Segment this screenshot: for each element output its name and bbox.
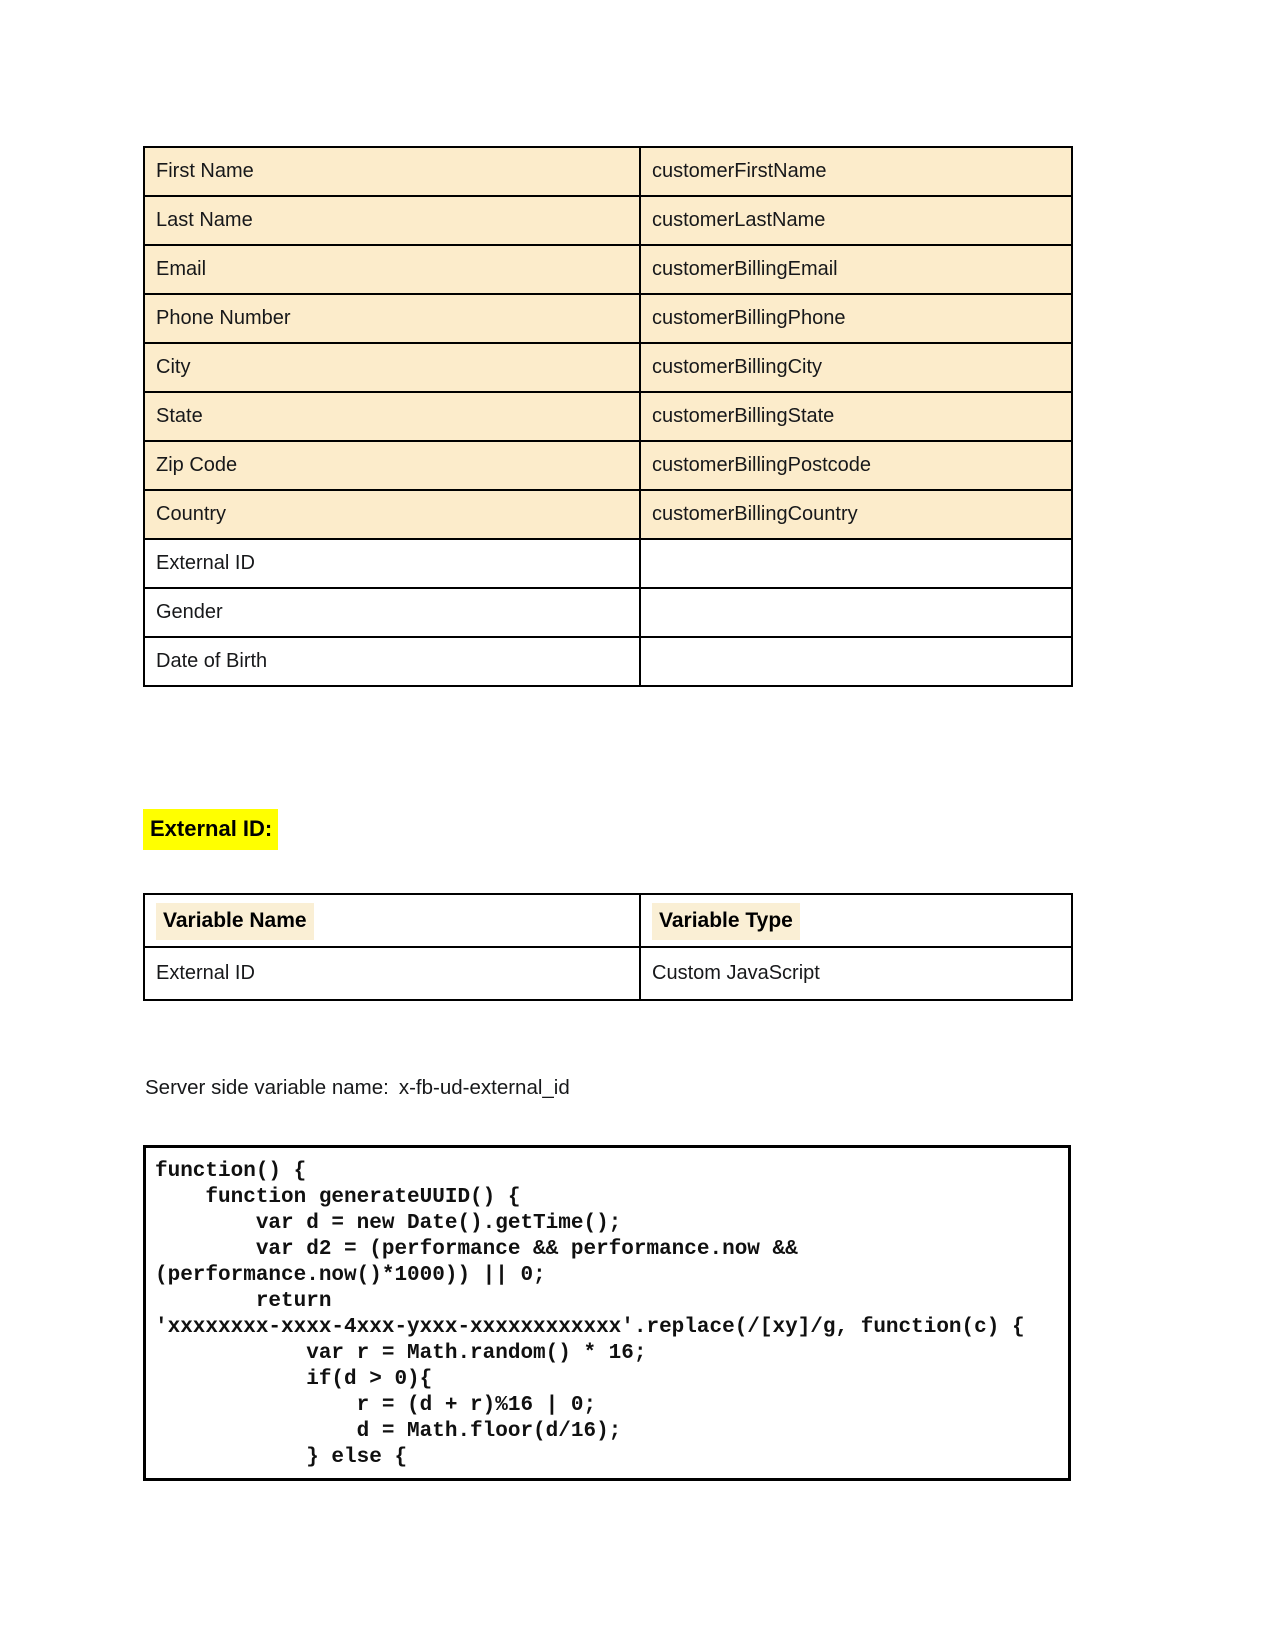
variable-name-cell: customerBillingEmail xyxy=(640,245,1072,294)
field-name-cell: City xyxy=(144,343,640,392)
field-name-cell: First Name xyxy=(144,147,640,196)
variable-type-header-cell xyxy=(640,894,1072,947)
javascript-code-block xyxy=(143,1145,1071,1481)
variable-name-cell: customerBillingState xyxy=(640,392,1072,441)
variable-name-cell xyxy=(640,637,1072,686)
field-name-cell: Phone Number xyxy=(144,294,640,343)
table-header-row xyxy=(144,894,1072,947)
section-heading-text: External ID: xyxy=(143,809,278,850)
table-row xyxy=(144,539,1072,588)
table-row xyxy=(144,147,1072,196)
field-name-cell: Gender xyxy=(144,588,640,637)
variable-name-cell: External ID xyxy=(144,947,640,1000)
code-line: return xyxy=(155,1290,332,1313)
table-row xyxy=(144,947,1072,1000)
variable-name-cell: customerFirstName xyxy=(640,147,1072,196)
variable-name-header: Variable Name xyxy=(156,903,314,940)
field-name-cell: Date of Birth xyxy=(144,637,640,686)
table-row xyxy=(144,392,1072,441)
code-line: var d2 = (performance && performance.now && xyxy=(155,1238,798,1261)
table-row xyxy=(144,441,1072,490)
server-side-label: Server side variable name: xyxy=(145,1076,389,1099)
field-name-cell: External ID xyxy=(144,539,640,588)
field-mapping-table xyxy=(143,146,1073,687)
code-line: 'xxxxxxxx-xxxx-4xxx-yxxx-xxxxxxxxxxxx'.replace(/[xy]/g, function(c) { xyxy=(155,1316,1025,1339)
code-line: d = Math.floor(d/16); xyxy=(155,1420,622,1443)
server-side-value: x-fb-ud-external_id xyxy=(398,1076,570,1099)
code-line: } else { xyxy=(155,1446,408,1469)
variable-type-header: Variable Type xyxy=(652,903,800,940)
field-name-cell: Zip Code xyxy=(144,441,640,490)
variable-name-cell: customerBillingCity xyxy=(640,343,1072,392)
code-line: if(d > 0){ xyxy=(155,1368,433,1391)
table-row xyxy=(144,637,1072,686)
variable-name-cell xyxy=(640,588,1072,637)
code-line: function generateUUID() { xyxy=(155,1186,521,1209)
field-name-cell: Last Name xyxy=(144,196,640,245)
variable-type-table xyxy=(143,893,1073,1001)
variable-name-cell: customerBillingPhone xyxy=(640,294,1072,343)
variable-name-cell xyxy=(640,539,1072,588)
table-row xyxy=(144,245,1072,294)
variable-name-header-cell xyxy=(144,894,640,947)
code-line: r = (d + r)%16 | 0; xyxy=(155,1394,597,1417)
section-heading xyxy=(143,816,278,842)
variable-name-cell: customerBillingCountry xyxy=(640,490,1072,539)
field-name-cell: State xyxy=(144,392,640,441)
code-line: var d = new Date().getTime(); xyxy=(155,1212,622,1235)
variable-name-cell: customerBillingPostcode xyxy=(640,441,1072,490)
server-side-variable-line xyxy=(145,1076,570,1100)
field-name-cell: Country xyxy=(144,490,640,539)
table-row xyxy=(144,490,1072,539)
table-row xyxy=(144,588,1072,637)
variable-type-cell: Custom JavaScript xyxy=(640,947,1072,1000)
table-row xyxy=(144,343,1072,392)
variable-name-cell: customerLastName xyxy=(640,196,1072,245)
table-row xyxy=(144,196,1072,245)
code-line: var r = Math.random() * 16; xyxy=(155,1342,647,1365)
field-name-cell: Email xyxy=(144,245,640,294)
code-line: (performance.now()*1000)) || 0; xyxy=(155,1264,546,1287)
code-line: function() { xyxy=(155,1160,307,1183)
table-row xyxy=(144,294,1072,343)
